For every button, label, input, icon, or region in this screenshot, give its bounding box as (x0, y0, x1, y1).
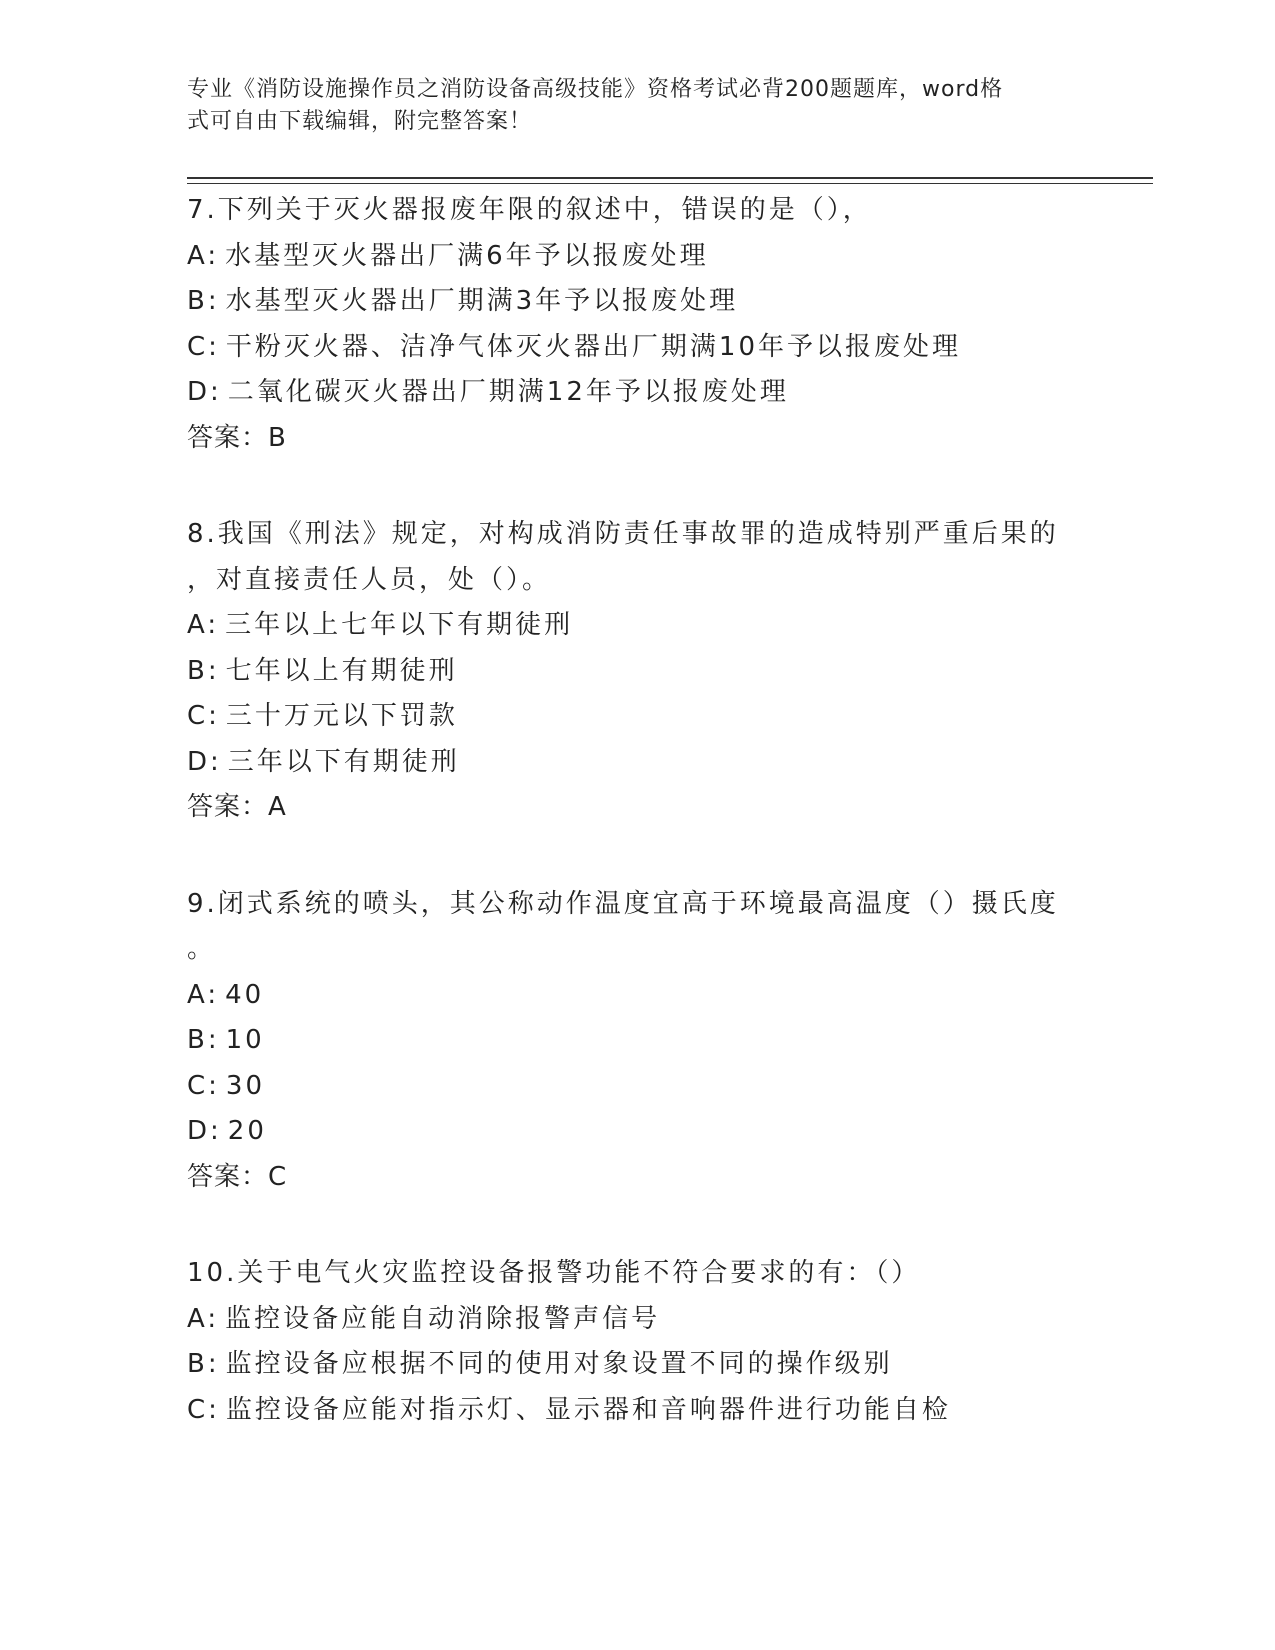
question-list (187, 188, 1087, 1484)
option-label: C: (187, 1394, 220, 1425)
option-label: D: (187, 1116, 222, 1146)
document-header (187, 74, 1067, 138)
option-label: A: (187, 1303, 220, 1334)
option-c (187, 325, 1087, 371)
option-text: 监控设备应能对指示灯、显示器和音响器件进行功能自检 (225, 1394, 951, 1425)
question-8 (187, 512, 1087, 831)
option-label: B: (187, 1025, 220, 1055)
option-text: 二氧化碳灭火器出厂期满12年予以报废处理 (227, 377, 789, 407)
option-text: 七年以上有期徒刑 (225, 655, 458, 686)
option-text: 三年以下有期徒刑 (227, 746, 460, 777)
option-text: 水基型灭火器出厂期满3年予以报废处理 (225, 286, 739, 316)
question-stem: 9.闭式系统的喷头，其公称动作温度宜高于环境最高温度（）摄氏度 (187, 888, 1059, 919)
option-text: 监控设备应能自动消除报警声信号 (225, 1303, 661, 1334)
option-text: 三十万元以下罚款 (225, 701, 458, 731)
option-label: A: (187, 610, 220, 640)
option-b (187, 1342, 1087, 1388)
option-label: C: (187, 331, 220, 362)
option-label: B: (187, 1349, 220, 1379)
question-7 (187, 188, 1087, 461)
question-stem: 8.我国《刑法》规定，对构成消防责任事故罪的造成特别严重后果的 (187, 519, 1059, 549)
option-d (187, 740, 1087, 786)
option-d (187, 370, 1087, 416)
header-line-1: 专业《消防设施操作员之消防设备高级技能》资格考试必背200题题库，word格 (187, 77, 1004, 102)
option-b (187, 279, 1087, 325)
option-label: D: (187, 377, 222, 407)
option-text: 监控设备应根据不同的使用对象设置不同的操作级别 (225, 1349, 893, 1379)
header-divider-thick (187, 177, 1153, 179)
option-a (187, 234, 1087, 280)
option-a (187, 1297, 1087, 1343)
option-label: A: (187, 979, 220, 1010)
option-text: 10 (225, 1025, 265, 1055)
answer: 答案：A (187, 792, 287, 822)
question-stem: 7.下列关于灭火器报废年限的叙述中，错误的是（）， (187, 195, 872, 225)
header-divider-thin (187, 183, 1153, 184)
option-text: 水基型灭火器出厂满6年予以报废处理 (225, 240, 709, 271)
option-text: 三年以上七年以下有期徒刑 (225, 610, 574, 640)
option-c (187, 1388, 1087, 1434)
option-b (187, 649, 1087, 695)
option-label: D: (187, 746, 222, 777)
option-c (187, 1064, 1087, 1110)
question-10 (187, 1251, 1087, 1433)
answer: 答案：C (187, 1161, 288, 1192)
option-text: 30 (225, 1070, 266, 1101)
option-label: A: (187, 240, 220, 271)
question-stem-continued: 。 (187, 934, 217, 964)
option-d (187, 1109, 1087, 1155)
option-a (187, 603, 1087, 649)
question-stem: 10.关于电气火灾监控设备报警功能不符合要求的有：（） (187, 1258, 921, 1288)
option-text: 20 (227, 1116, 267, 1146)
option-text: 40 (225, 979, 265, 1010)
header-line-2: 式可自由下载编辑，附完整答案！ (187, 109, 533, 134)
answer: 答案：B (187, 422, 287, 453)
option-label: B: (187, 655, 220, 686)
question-stem-continued: ，对直接责任人员，处（）。 (187, 564, 552, 595)
option-text: 干粉灭火器、洁净气体灭火器出厂期满10年予以报废处理 (225, 331, 962, 362)
option-b (187, 1018, 1087, 1064)
option-c (187, 694, 1087, 740)
option-label: C: (187, 1070, 220, 1101)
option-label: B: (187, 286, 220, 316)
option-a (187, 973, 1087, 1019)
option-label: C: (187, 701, 220, 731)
question-9 (187, 882, 1087, 1201)
